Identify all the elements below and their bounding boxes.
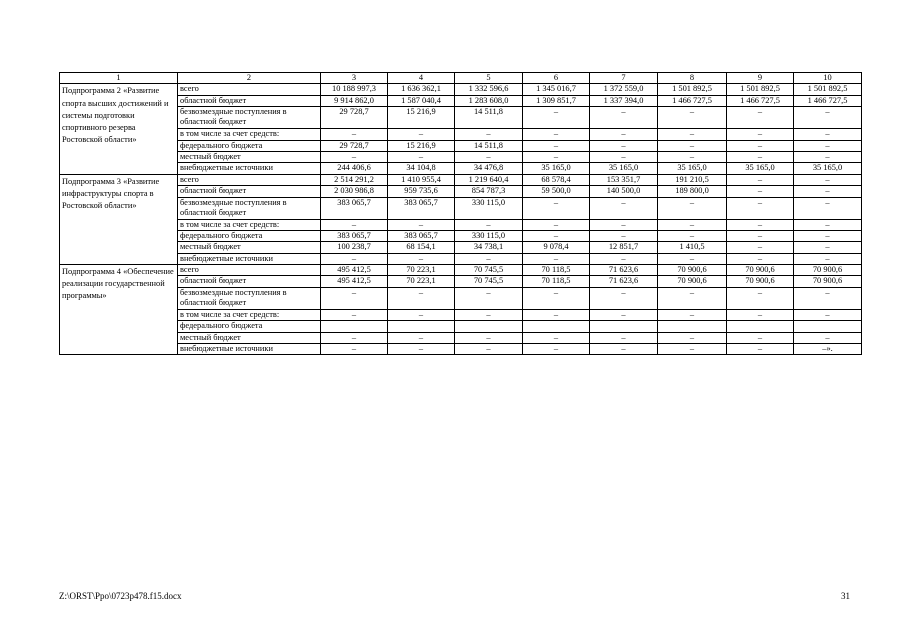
value-cell: – — [794, 107, 862, 129]
value-cell: 70 900,6 — [794, 265, 862, 276]
value-cell: 70 223,1 — [388, 276, 455, 287]
table-row — [60, 151, 862, 162]
value-cell: – — [590, 129, 658, 140]
value-cell: 14 511,8 — [455, 107, 523, 129]
header-cell: 2 — [178, 73, 321, 84]
value-cell: – — [321, 287, 388, 309]
value-cell: 34 476,8 — [455, 163, 523, 174]
value-cell: – — [590, 309, 658, 320]
value-cell: – — [727, 242, 794, 253]
value-cell: – — [794, 197, 862, 219]
funding-source-label: всего — [178, 265, 321, 276]
value-cell: – — [590, 219, 658, 230]
table-row — [60, 219, 862, 230]
funding-source-label: федерального бюджета — [178, 140, 321, 151]
value-cell: 1 501 892,5 — [727, 84, 794, 95]
value-cell: 12 851,7 — [590, 242, 658, 253]
table-row — [60, 186, 862, 197]
header-cell: 4 — [388, 73, 455, 84]
funding-source-label: федерального бюджета — [178, 230, 321, 241]
value-cell: 10 188 997,3 — [321, 84, 388, 95]
value-cell: 1 410,5 — [658, 242, 727, 253]
value-cell: – — [321, 151, 388, 162]
value-cell: 153 351,7 — [590, 174, 658, 185]
funding-source-label: местный бюджет — [178, 242, 321, 253]
value-cell: – — [590, 230, 658, 241]
funding-source-label: областной бюджет — [178, 276, 321, 287]
value-cell: 15 216,9 — [388, 140, 455, 151]
value-cell: – — [455, 309, 523, 320]
value-cell: – — [727, 140, 794, 151]
value-cell: 68 578,4 — [523, 174, 590, 185]
value-cell: 330 115,0 — [455, 197, 523, 219]
value-cell: 383 065,7 — [388, 197, 455, 219]
value-cell: – — [658, 219, 727, 230]
value-cell: – — [658, 230, 727, 241]
value-cell: – — [523, 197, 590, 219]
value-cell: 35 165,0 — [590, 163, 658, 174]
value-cell: – — [523, 219, 590, 230]
value-cell: 70 745,5 — [455, 265, 523, 276]
value-cell: – — [523, 332, 590, 343]
funding-source-label: в том числе за счет средств: — [178, 309, 321, 320]
value-cell: – — [727, 151, 794, 162]
value-cell: – — [455, 253, 523, 264]
table-row — [60, 174, 862, 185]
value-cell: 70 745,5 — [455, 276, 523, 287]
value-cell: 1 466 727,5 — [794, 95, 862, 106]
budget-table — [59, 72, 862, 355]
footer-file-path: Z:\ORST\Ppo\0723p478.f15.docx — [59, 591, 182, 601]
value-cell: – — [523, 140, 590, 151]
value-cell: 1 372 559,0 — [590, 84, 658, 95]
value-cell: – — [388, 151, 455, 162]
value-cell: 140 500,0 — [590, 186, 658, 197]
value-cell: – — [727, 219, 794, 230]
value-cell: – — [590, 197, 658, 219]
value-cell: – — [658, 107, 727, 129]
funding-source-label: местный бюджет — [178, 151, 321, 162]
value-cell: – — [590, 332, 658, 343]
table-row — [60, 265, 862, 276]
value-cell — [455, 321, 523, 332]
header-cell: 6 — [523, 73, 590, 84]
value-cell: 383 065,7 — [388, 230, 455, 241]
value-cell: – — [727, 197, 794, 219]
value-cell: – — [658, 151, 727, 162]
value-cell: – — [523, 287, 590, 309]
value-cell: – — [321, 219, 388, 230]
value-cell: 59 500,0 — [523, 186, 590, 197]
page-number: 31 — [841, 591, 850, 601]
value-cell: – — [523, 253, 590, 264]
header-cell: 5 — [455, 73, 523, 84]
value-cell: 383 065,7 — [321, 197, 388, 219]
value-cell — [388, 321, 455, 332]
table-row — [60, 344, 862, 355]
value-cell: 2 030 986,8 — [321, 186, 388, 197]
value-cell: 35 165,0 — [727, 163, 794, 174]
header-cell: 7 — [590, 73, 658, 84]
value-cell: 1 501 892,5 — [658, 84, 727, 95]
value-cell: – — [321, 309, 388, 320]
value-cell: – — [658, 287, 727, 309]
header-cell: 3 — [321, 73, 388, 84]
value-cell: – — [727, 107, 794, 129]
table-row — [60, 242, 862, 253]
funding-source-label: внебюджетные источники — [178, 163, 321, 174]
table-row — [60, 107, 862, 129]
value-cell: – — [455, 129, 523, 140]
value-cell: – — [727, 344, 794, 355]
value-cell: 959 735,6 — [388, 186, 455, 197]
value-cell: 70 900,6 — [658, 276, 727, 287]
value-cell: – — [321, 344, 388, 355]
table-body — [60, 73, 862, 355]
funding-source-label: внебюджетные источники — [178, 253, 321, 264]
value-cell: 383 065,7 — [321, 230, 388, 241]
value-cell: 70 223,1 — [388, 265, 455, 276]
value-cell: – — [523, 230, 590, 241]
value-cell: – — [388, 253, 455, 264]
value-cell: 854 787,3 — [455, 186, 523, 197]
value-cell: 2 514 291,2 — [321, 174, 388, 185]
value-cell: – — [794, 129, 862, 140]
value-cell: – — [523, 151, 590, 162]
funding-source-label: федерального бюджета — [178, 321, 321, 332]
subprogram-name: Подпрограмма 4 «Обеспечение реализации государственной программы» — [60, 265, 178, 355]
value-cell: 29 728,7 — [321, 140, 388, 151]
table-row — [60, 321, 862, 332]
value-cell: 29 728,7 — [321, 107, 388, 129]
table-row — [60, 140, 862, 151]
table-row — [60, 163, 862, 174]
value-cell: – — [321, 332, 388, 343]
value-cell: 1 332 596,6 — [455, 84, 523, 95]
value-cell: – — [455, 219, 523, 230]
value-cell: – — [727, 174, 794, 185]
value-cell: – — [590, 107, 658, 129]
header-cell: 1 — [60, 73, 178, 84]
value-cell: 1 345 016,7 — [523, 84, 590, 95]
value-cell: – — [794, 253, 862, 264]
value-cell: 68 154,1 — [388, 242, 455, 253]
value-cell: 191 210,5 — [658, 174, 727, 185]
value-cell: – — [590, 344, 658, 355]
funding-source-label: безвозмездные поступления в областной бюджет — [178, 107, 321, 129]
value-cell — [794, 321, 862, 332]
value-cell: – — [794, 242, 862, 253]
value-cell: 71 623,6 — [590, 265, 658, 276]
header-row — [60, 73, 862, 84]
table-row — [60, 276, 862, 287]
value-cell: 15 216,9 — [388, 107, 455, 129]
value-cell: – — [658, 332, 727, 343]
value-cell: – — [388, 332, 455, 343]
value-cell: – — [455, 287, 523, 309]
funding-source-label: безвозмездные поступления в областной бюджет — [178, 287, 321, 309]
value-cell: 1 636 362,1 — [388, 84, 455, 95]
value-cell: –». — [794, 344, 862, 355]
funding-source-label: внебюджетные источники — [178, 344, 321, 355]
value-cell: – — [658, 129, 727, 140]
value-cell: – — [727, 186, 794, 197]
table-row — [60, 129, 862, 140]
value-cell: – — [794, 174, 862, 185]
funding-source-label: в том числе за счет средств: — [178, 219, 321, 230]
value-cell: – — [388, 129, 455, 140]
subprogram-name: Подпрограмма 3 «Развитие инфраструктуры спорта в Ростовской области» — [60, 174, 178, 264]
funding-source-label: местный бюджет — [178, 332, 321, 343]
value-cell: – — [794, 332, 862, 343]
value-cell: 189 800,0 — [658, 186, 727, 197]
value-cell: – — [388, 344, 455, 355]
value-cell: – — [455, 344, 523, 355]
value-cell: 70 900,6 — [727, 265, 794, 276]
value-cell: – — [794, 140, 862, 151]
value-cell: – — [590, 287, 658, 309]
value-cell: – — [455, 332, 523, 343]
value-cell: 330 115,0 — [455, 230, 523, 241]
value-cell: 495 412,5 — [321, 276, 388, 287]
value-cell: 100 238,7 — [321, 242, 388, 253]
value-cell: 35 165,0 — [523, 163, 590, 174]
subprogram-name: Подпрограмма 2 «Развитие спорта высших достижений и системы подготовки спортивного резерва Ростовской области» — [60, 84, 178, 174]
value-cell: 70 900,6 — [727, 276, 794, 287]
value-cell — [321, 321, 388, 332]
table-row — [60, 332, 862, 343]
value-cell — [523, 321, 590, 332]
funding-source-label: в том числе за счет средств: — [178, 129, 321, 140]
value-cell: 1 283 608,0 — [455, 95, 523, 106]
value-cell: – — [794, 151, 862, 162]
funding-source-label: всего — [178, 84, 321, 95]
value-cell: – — [658, 253, 727, 264]
value-cell: – — [523, 344, 590, 355]
value-cell: – — [590, 253, 658, 264]
value-cell: 1 219 640,4 — [455, 174, 523, 185]
value-cell: – — [388, 219, 455, 230]
value-cell: – — [658, 197, 727, 219]
value-cell — [727, 321, 794, 332]
value-cell: – — [658, 140, 727, 151]
funding-source-label: всего — [178, 174, 321, 185]
header-cell: 8 — [658, 73, 727, 84]
table-row — [60, 95, 862, 106]
value-cell: 1 501 892,5 — [794, 84, 862, 95]
table-row — [60, 309, 862, 320]
value-cell: 34 104,8 — [388, 163, 455, 174]
value-cell: 1 466 727,5 — [727, 95, 794, 106]
funding-source-label: областной бюджет — [178, 186, 321, 197]
value-cell: 35 165,0 — [794, 163, 862, 174]
value-cell: – — [794, 186, 862, 197]
value-cell — [590, 321, 658, 332]
table-row — [60, 230, 862, 241]
table-row — [60, 287, 862, 309]
value-cell: – — [727, 332, 794, 343]
value-cell: – — [794, 287, 862, 309]
funding-source-label: областной бюджет — [178, 95, 321, 106]
value-cell: 9 078,4 — [523, 242, 590, 253]
value-cell: 14 511,8 — [455, 140, 523, 151]
value-cell: 70 900,6 — [658, 265, 727, 276]
value-cell: 1 309 851,7 — [523, 95, 590, 106]
value-cell: 70 900,6 — [794, 276, 862, 287]
value-cell: – — [727, 287, 794, 309]
table-row — [60, 253, 862, 264]
value-cell: – — [794, 219, 862, 230]
value-cell: – — [727, 253, 794, 264]
value-cell: – — [523, 107, 590, 129]
value-cell: – — [388, 287, 455, 309]
value-cell: 70 118,5 — [523, 276, 590, 287]
value-cell: 1 587 040,4 — [388, 95, 455, 106]
table-row — [60, 84, 862, 95]
value-cell: – — [727, 129, 794, 140]
value-cell: 9 914 862,0 — [321, 95, 388, 106]
value-cell: – — [794, 230, 862, 241]
value-cell: 495 412,5 — [321, 265, 388, 276]
value-cell: 1 466 727,5 — [658, 95, 727, 106]
value-cell: 34 738,1 — [455, 242, 523, 253]
value-cell: – — [523, 309, 590, 320]
value-cell: – — [727, 309, 794, 320]
value-cell: 1 410 955,4 — [388, 174, 455, 185]
value-cell: – — [658, 344, 727, 355]
value-cell: – — [523, 129, 590, 140]
funding-source-label: безвозмездные поступления в областной бюджет — [178, 197, 321, 219]
value-cell: 1 337 394,0 — [590, 95, 658, 106]
value-cell: – — [590, 151, 658, 162]
value-cell: – — [321, 129, 388, 140]
value-cell — [658, 321, 727, 332]
value-cell: – — [794, 309, 862, 320]
value-cell: 71 623,6 — [590, 276, 658, 287]
value-cell: 70 118,5 — [523, 265, 590, 276]
value-cell: – — [727, 230, 794, 241]
header-cell: 9 — [727, 73, 794, 84]
value-cell: 35 165,0 — [658, 163, 727, 174]
value-cell: – — [590, 140, 658, 151]
header-cell: 10 — [794, 73, 862, 84]
value-cell: – — [658, 309, 727, 320]
value-cell: 244 406,6 — [321, 163, 388, 174]
value-cell: – — [321, 253, 388, 264]
value-cell: – — [388, 309, 455, 320]
value-cell: – — [455, 151, 523, 162]
table-row — [60, 197, 862, 219]
